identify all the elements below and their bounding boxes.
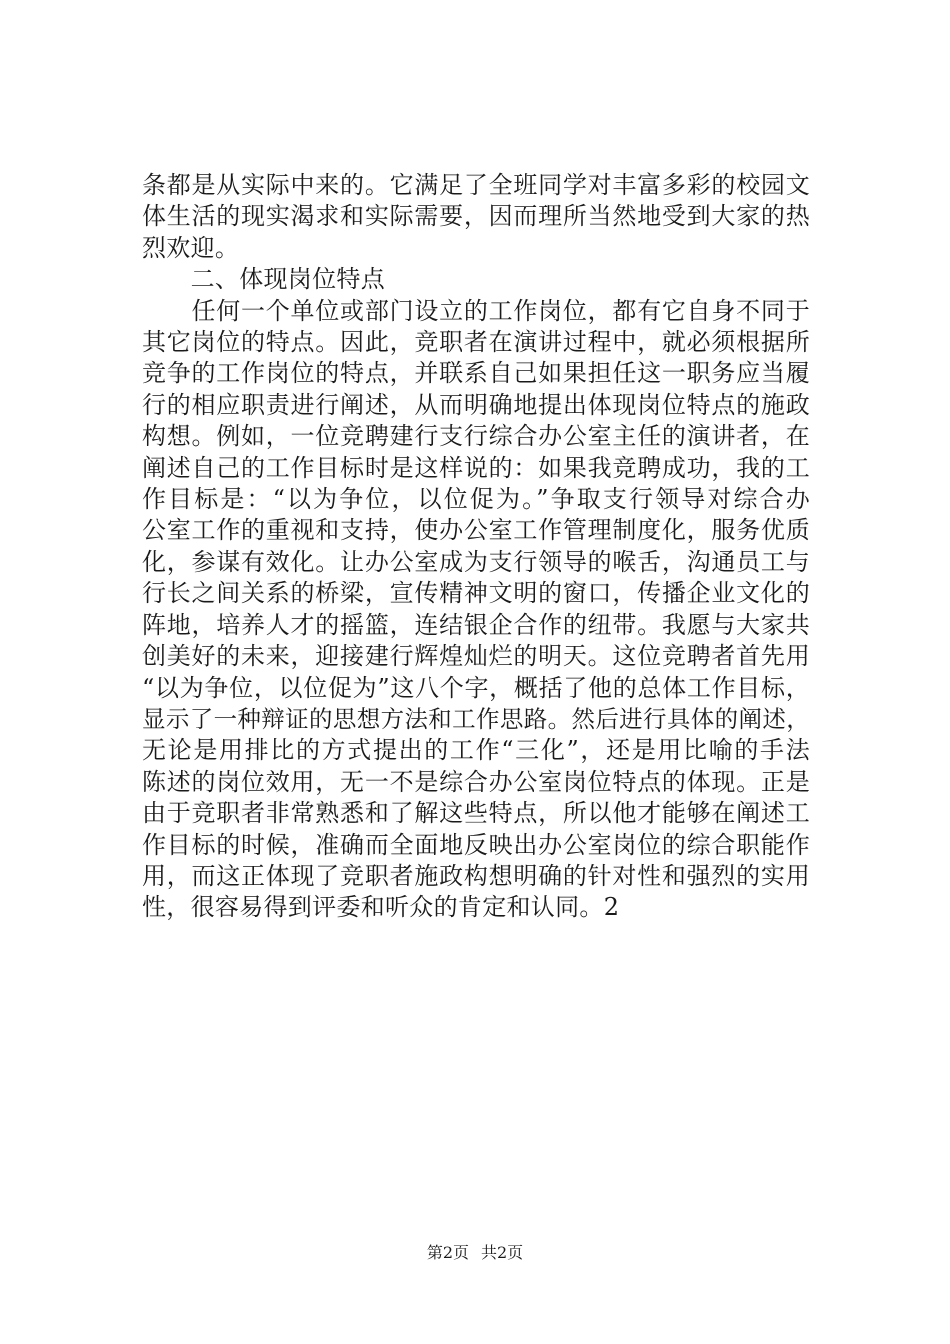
text-line: 构想。例如，一位竞聘建行支行综合办公室主任的演讲者，在 xyxy=(142,422,810,451)
text-line: 竞争的工作岗位的特点，并联系自己如果担任这一职务应当履 xyxy=(142,359,810,388)
section-heading: 二、体现岗位特点 xyxy=(142,265,385,294)
text-line: 任何一个单位或部门设立的工作岗位，都有它自身不同于 xyxy=(142,296,810,325)
text-line: 条都是从实际中来的。它满足了全班同学对丰富多彩的校园文 xyxy=(142,171,810,199)
page-number-current: 第2页 xyxy=(426,1243,469,1262)
text-line: 烈欢迎。 xyxy=(142,233,240,262)
text-line: 其它岗位的特点。因此，竞职者在演讲过程中，就必须根据所 xyxy=(142,328,810,357)
text-line: 化，参谋有效化。让办公室成为支行领导的喉舌，沟通员工与 xyxy=(142,547,810,576)
text-line: 由于竞职者非常熟悉和了解这些特点，所以他才能够在阐述工 xyxy=(142,799,810,828)
body-text xyxy=(142,170,810,924)
text-line: 作目标的时候，准确而全面地反映出办公室岗位的综合职能作 xyxy=(142,830,810,859)
page-number-total: 共2页 xyxy=(481,1243,524,1262)
text-line: 性，很容易得到评委和听众的肯定和认同。2 xyxy=(142,893,620,922)
page-footer xyxy=(0,1243,950,1263)
text-line: 阵地，培养人才的摇篮，连结银企合作的纽带。我愿与大家共 xyxy=(142,610,810,639)
text-line: 体生活的现实渴求和实际需要，因而理所当然地受到大家的热 xyxy=(142,202,810,231)
text-line: 公室工作的重视和支持，使办公室工作管理制度化，服务优质 xyxy=(142,516,810,545)
text-line: 行长之间关系的桥梁，宣传精神文明的窗口，传播企业文化的 xyxy=(142,579,810,608)
text-line: 陈述的岗位效用，无一不是综合办公室岗位特点的体现。正是 xyxy=(142,767,810,796)
text-line: “以为争位，以位促为”这八个字，概括了他的总体工作目标， xyxy=(142,673,810,702)
text-line: 作目标是：“以为争位，以位促为。”争取支行领导对综合办 xyxy=(142,485,810,514)
text-line: 显示了一种辩证的思想方法和工作思路。然后进行具体的阐述， xyxy=(142,704,810,733)
text-line: 无论是用排比的方式提出的工作“三化”，还是用比喻的手法 xyxy=(142,736,810,765)
text-line: 行的相应职责进行阐述，从而明确地提出体现岗位特点的施政 xyxy=(142,390,810,419)
text-line: 创美好的未来，迎接建行辉煌灿烂的明天。这位竞聘者首先用 xyxy=(142,642,810,671)
text-line: 阐述自己的工作目标时是这样说的：如果我竞聘成功，我的工 xyxy=(142,453,810,482)
text-line: 用，而这正体现了竞职者施政构想明确的针对性和强烈的实用 xyxy=(142,861,810,890)
